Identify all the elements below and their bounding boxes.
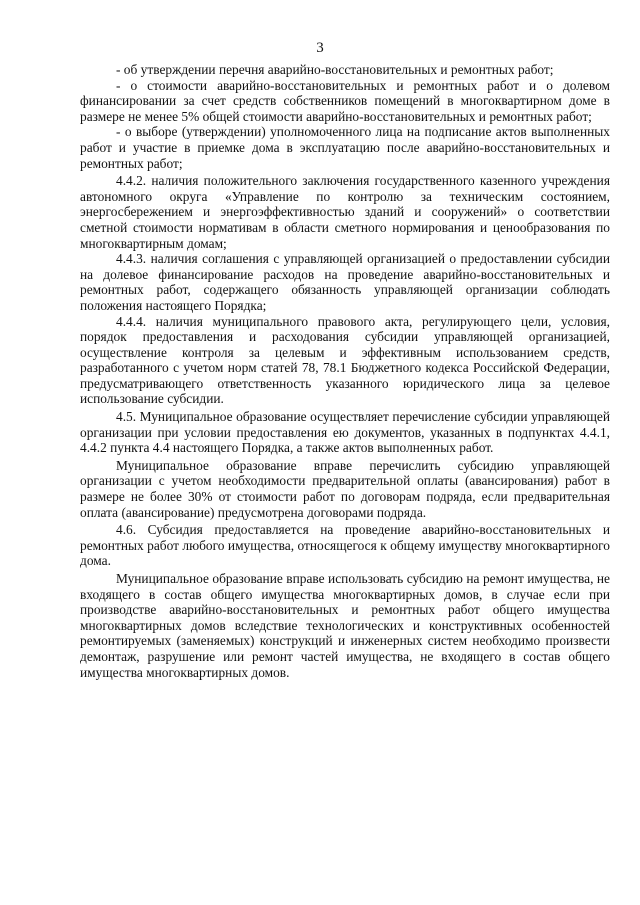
document-body bbox=[80, 62, 610, 680]
paragraph-advance-payment: Муниципальное образование вправе перечислить субсидию управляющей организации с учетом необходимости предварительной оплаты (авансирования) работ в размере не более 30% от стоимости работ по договорам подряда, если предварительная оплата (авансирование) предусмотрена договорами подряда. bbox=[80, 457, 610, 520]
paragraph-bullet-2: - о стоимости аварийно-восстановительных и ремонтных работ и о долевом финансировании за счет средств собственников помещений в многоквартирном доме в размере не менее 5% общей стоимости аварийно-восстановительных и ремонтных работ; bbox=[80, 77, 610, 124]
paragraph-4-6: 4.6. Субсидия предоставляется на проведение аварийно-восстановительных и ремонтных работ любого имущества, относящегося к общему имуществу многоквартирного дома. bbox=[80, 522, 610, 569]
paragraph-non-common-property: Муниципальное образование вправе использовать субсидию на ремонт имущества, не входящего в состав общего имущества многоквартирных домов, в случае если при производстве аварийно-восстановительных и ремонтных работ общего имущества многоквартирных домов вследствие технологических и конструктивных особенностей ремонтируемых (заменяемых) конструкций и инженерных систем необходимо произвести демонтаж, разрушение или ремонт частей имущества, не входящего в состав общего имущества многоквартирных домов. bbox=[80, 571, 610, 680]
paragraph-bullet-3: - о выборе (утверждении) уполномоченного лица на подписание актов выполненных работ и участие в приемке дома в эксплуатацию после аварийно-восстановительных и ремонтных работ; bbox=[80, 124, 610, 171]
paragraph-4-5: 4.5. Муниципальное образование осуществляет перечисление субсидии управляющей организации при условии предоставления ею документов, указанных в подпунктах 4.4.1, 4.4.2 пункта 4.4 настоящего Порядка, а также актов выполненных работ. bbox=[80, 409, 610, 456]
page-number: 3 bbox=[316, 40, 324, 56]
paragraph-4-4-2: 4.4.2. наличия положительного заключения государственного казенного учреждения автономного округа «Управление по контролю за техническим состоянием, энергосбережением и энергоэффективностью зданий и сооружений» о соответствии сметной стоимости нормативам в области сметного нормирования и ценообразования по многоквартирным домам; bbox=[80, 173, 610, 251]
paragraph-4-4-4: 4.4.4. наличия муниципального правового акта, регулирующего цели, условия, порядок предоставления и расходования субсидии управляющей организацией, осуществление контроля за целевым и эффективным использованием средств, разработанного с учетом норм статей 78, 78.1 Бюджетного кодекса Российской Федерации, предусматривающего ответственность указанного юридического лица за целевое использование субсидии. bbox=[80, 313, 610, 407]
paragraph-bullet-1: - об утверждении перечня аварийно-восстановительных и ремонтных работ; bbox=[116, 62, 554, 77]
paragraph-4-4-3: 4.4.3. наличия соглашения с управляющей организацией о предоставлении субсидии на долевое финансирование расходов на проведение аварийно-восстановительных и ремонтных работ, содержащего обязанность управляющей организации соблюдать положения настоящего Порядка; bbox=[80, 251, 610, 313]
